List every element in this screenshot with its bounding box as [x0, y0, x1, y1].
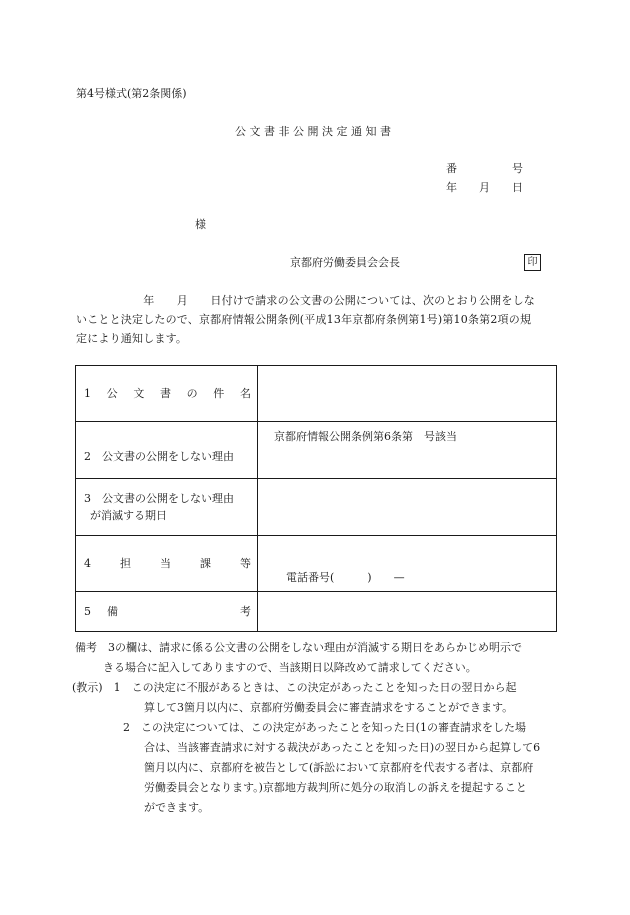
remarks-section: [72, 638, 560, 818]
instruction-line: (教示) 1 この決定に不服があるときは、この決定があったことを知った日の翌日から起: [72, 681, 517, 694]
expiry-date-value: [258, 479, 557, 536]
instruction-line: 合は、当該審査請求に対する裁決があったことを知った日)の翌日から起算して6: [144, 741, 541, 754]
body-line: いことと決定したので、京都府情報公開条例(平成13年京都府条例第1号)第10条第2項の規: [76, 313, 532, 327]
addressee-suffix: 様: [195, 218, 206, 231]
notes-label: 5 備 考: [76, 592, 258, 632]
table-row: [76, 422, 557, 479]
instruction-line: ができます。: [144, 801, 210, 814]
remarks-line: 備考 3の欄は、請求に係る公文書の公開をしない理由が消滅する期日をあらかじめ明示で: [75, 641, 522, 654]
expiry-date-label: 3 公文書の公開をしない理由 が消滅する期日: [76, 479, 258, 536]
notice-date-label: 年 月 日: [446, 181, 523, 194]
document-name-value: [258, 366, 557, 422]
instruction-line: 労働委員会となります。)京都地方裁判所に処分の取消しの訴えを提起すること: [144, 781, 527, 794]
department-value: 電話番号( ) —: [258, 536, 557, 592]
body-paragraph: [76, 291, 556, 349]
document-name-label: 1 公 文 書 の 件 名: [76, 366, 258, 422]
department-label: 4 担 当 課 等: [76, 536, 258, 592]
table-row: [76, 536, 557, 592]
instruction-line: 2 この決定については、この決定があったことを知った日(1の審査請求をした場: [123, 721, 526, 734]
row-number: 1: [84, 386, 91, 400]
info-table: [75, 365, 557, 632]
body-line: 定により通知します。: [76, 332, 188, 346]
reason-label: 2 公文書の公開をしない理由: [76, 422, 258, 479]
notice-number-label: 番 号: [446, 162, 523, 175]
remarks-line: きる場合に記入してありますので、当該期日以降改めて請求してください。: [103, 661, 477, 674]
notes-value: [258, 592, 557, 632]
seal-mark: 印: [524, 254, 541, 271]
form-number: 第4号様式(第2条関係): [76, 87, 187, 100]
table-row: [76, 479, 557, 536]
issuer-name: 京都府労働委員会会長: [290, 256, 400, 269]
reason-value: 京都府情報公開条例第6条第 号該当: [258, 422, 557, 479]
table-row: [76, 366, 557, 422]
instruction-line: 算して3箇月以内に、京都府労働委員会に審査請求をすることができます。: [144, 701, 514, 714]
document-title: 公文書非公開決定通知書: [235, 125, 395, 138]
body-line: 年 月 日付けで請求の公文書の公開については、次のとおり公開をしな: [76, 294, 535, 307]
instruction-line: 箇月以内に、京都府を被告として(訴訟において京都府を代表する者は、京都府: [144, 761, 534, 774]
table-row: [76, 592, 557, 632]
